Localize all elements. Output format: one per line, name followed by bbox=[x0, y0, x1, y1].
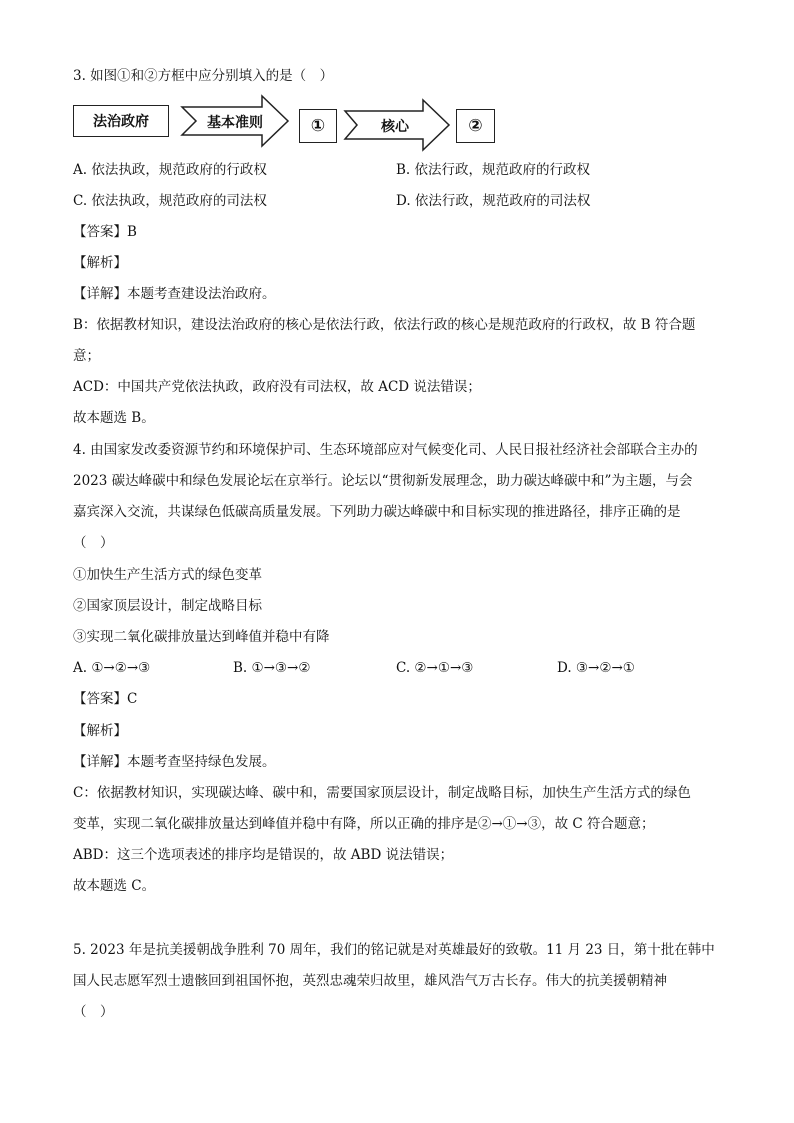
q3-explanation-2: ACD：中国共产党依法执政，政府没有司法权，故 ACD 说法错误； bbox=[73, 379, 481, 395]
q4-option-c: C. ②→①→③ bbox=[396, 660, 474, 676]
q3-detail: 【详解】本题考查建设法治政府。 bbox=[73, 286, 276, 302]
q4-stem-line-2: 2023 碳达峰碳中和绿色发展论坛在京举行。论坛以“贯彻新发展理念，助力碳达峰碳中和”为主题，与会 bbox=[73, 473, 693, 489]
q4-item-2: ②国家顶层设计，制定战略目标 bbox=[73, 598, 262, 614]
q4-stem-line-1: 4. 由国家发改委资源节约和环境保护司、生态环境部应对气候变化司、人民日报社经济社会部联合主办的 bbox=[73, 442, 698, 458]
q3-answer: 【答案】B bbox=[73, 224, 137, 240]
q4-option-d: D. ③→②→① bbox=[557, 660, 635, 676]
diagram-box-rule-of-law-government: 法治政府 bbox=[73, 105, 169, 137]
q4-option-a: A. ①→②→③ bbox=[73, 660, 151, 676]
arrow-label-core: 核心 bbox=[381, 119, 409, 135]
q4-conclusion: 故本题选 C。 bbox=[73, 878, 156, 894]
q4-analysis: 【解析】 bbox=[73, 723, 127, 739]
q4-explanation-2: ABD：这三个选项表述的排序均是错误的，故 ABD 说法错误； bbox=[73, 847, 454, 863]
q3-explanation-1: B：依据教材知识，建设法治政府的核心是依法行政，依法行政的核心是规范政府的行政权，故 B 符合题 bbox=[73, 317, 696, 333]
q4-stem-line-3: 嘉宾深入交流，共谋绿色低碳高质量发展。下列助力碳达峰碳中和目标实现的推进路径，排序正确的是 bbox=[73, 504, 681, 520]
q4-item-3: ③实现二氧化碳排放量达到峰值并稳中有降 bbox=[73, 629, 330, 645]
q4-answer: 【答案】C bbox=[73, 691, 138, 707]
q4-stem-line-4: （ ） bbox=[73, 535, 114, 551]
q3-option-a: A. 依法执政，规范政府的行政权 bbox=[73, 162, 267, 178]
q3-conclusion: 故本题选 B。 bbox=[73, 410, 155, 426]
q4-option-b: B. ①→③→② bbox=[233, 660, 311, 676]
q5-stem-line-1: 5. 2023 年是抗美援朝战争胜利 70 周年，我们的铭记就是对英雄最好的致敬。11 月 23 日，第十批在韩中 bbox=[73, 942, 715, 958]
arrow-label-basic-principle: 基本准则 bbox=[207, 115, 263, 131]
q4-item-1: ①加快生产生活方式的绿色变革 bbox=[73, 567, 262, 583]
diagram-box-1: ① bbox=[299, 109, 337, 143]
q3-option-c: C. 依法执政，规范政府的司法权 bbox=[73, 193, 267, 209]
q3-option-b: B. 依法行政，规范政府的行政权 bbox=[396, 162, 591, 178]
q4-detail: 【详解】本题考查坚持绿色发展。 bbox=[73, 754, 276, 770]
q3-analysis: 【解析】 bbox=[73, 255, 127, 271]
diagram-box-2: ② bbox=[456, 109, 495, 143]
q3-option-d: D. 依法行政，规范政府的司法权 bbox=[396, 193, 591, 209]
q3-stem: 3. 如图①和②方框中应分别填入的是（ ） bbox=[73, 68, 334, 84]
q4-explanation-1-cont: 变革，实现二氧化碳排放量达到峰值并稳中有降，所以正确的排序是②→①→③，故 C 符合题意； bbox=[73, 816, 655, 832]
q3-explanation-1-cont: 意； bbox=[73, 348, 100, 364]
q5-stem-line-2: 国人民志愿军烈士遗骸回到祖国怀抱，英烈忠魂荣归故里，雄风浩气万古长存。伟大的抗美援朝精神 bbox=[73, 973, 667, 989]
q4-explanation-1: C：依据教材知识，实现碳达峰、碳中和，需要国家顶层设计，制定战略目标，加快生产生活方式的绿色 bbox=[73, 785, 691, 801]
q5-stem-line-3: （ ） bbox=[73, 1004, 114, 1020]
